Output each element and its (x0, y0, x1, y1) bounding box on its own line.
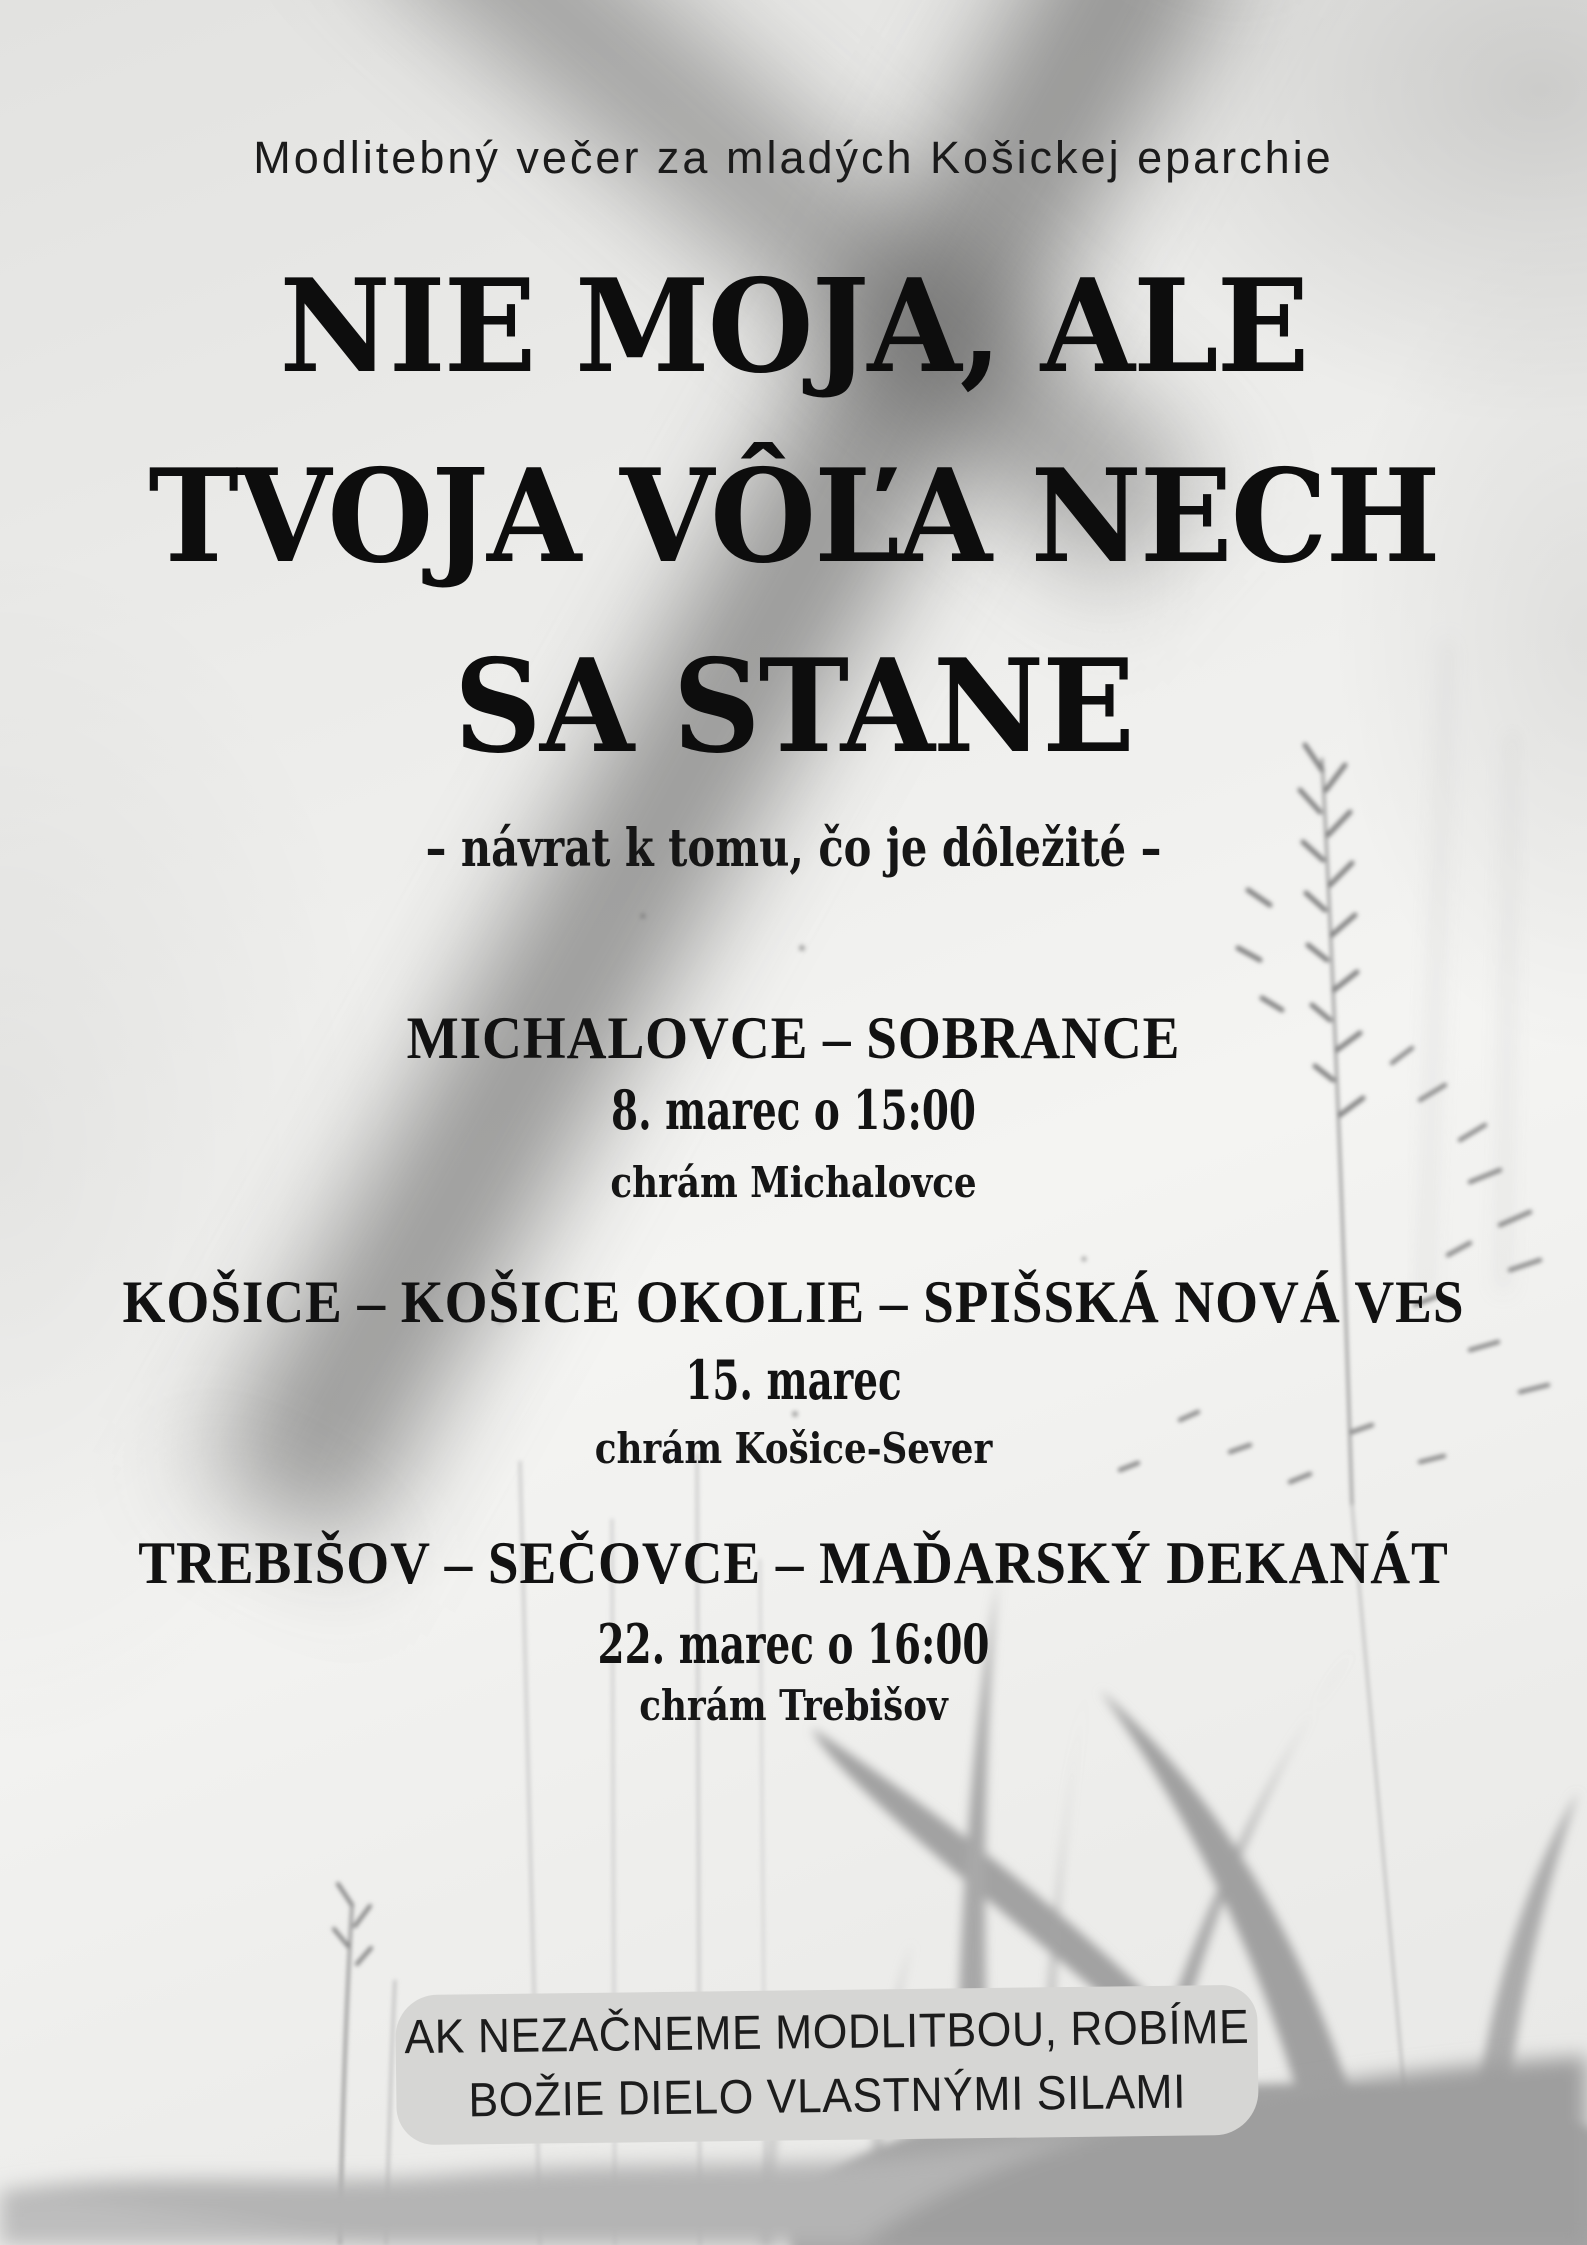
event-heading: KOŠICE – KOŠICE OKOLIE – SPIŠSKÁ NOVÁ VES (122, 1269, 1465, 1335)
subtitle-text: – návrat k tomu, čo je dôležité – (425, 818, 1162, 879)
quote-line-2: BOŽIE DIELO VLASTNÝMI SILAMI (468, 2065, 1187, 2128)
quote-box (395, 1985, 1259, 2146)
title-line-3: SA STANE (453, 632, 1134, 782)
title-line-2: TVOJA VÔĽA NECH (148, 442, 1439, 592)
event-date: 22. marec o 16:00 (597, 1612, 990, 1676)
title-line-1: NIE MOJA, ALE (279, 252, 1308, 402)
event-date: 8. marec o 15:00 (611, 1078, 976, 1142)
kicker-text: Modlitebný večer za mladých Košickej eparchie (253, 132, 1334, 183)
event-heading: MICHALOVCE – SOBRANCE (406, 1005, 1181, 1071)
event-date: 15. marec (685, 1348, 902, 1412)
event-heading: TREBIŠOV – SEČOVCE – MAĎARSKÝ DEKANÁT (138, 1530, 1449, 1596)
event-venue: chrám Trebišov (639, 1681, 948, 1730)
event-venue: chrám Michalovce (610, 1158, 977, 1207)
quote-line-1: AK NEZAČNEME MODLITBOU, ROBÍME (403, 2000, 1250, 2065)
event-venue: chrám Košice-Sever (594, 1424, 993, 1473)
